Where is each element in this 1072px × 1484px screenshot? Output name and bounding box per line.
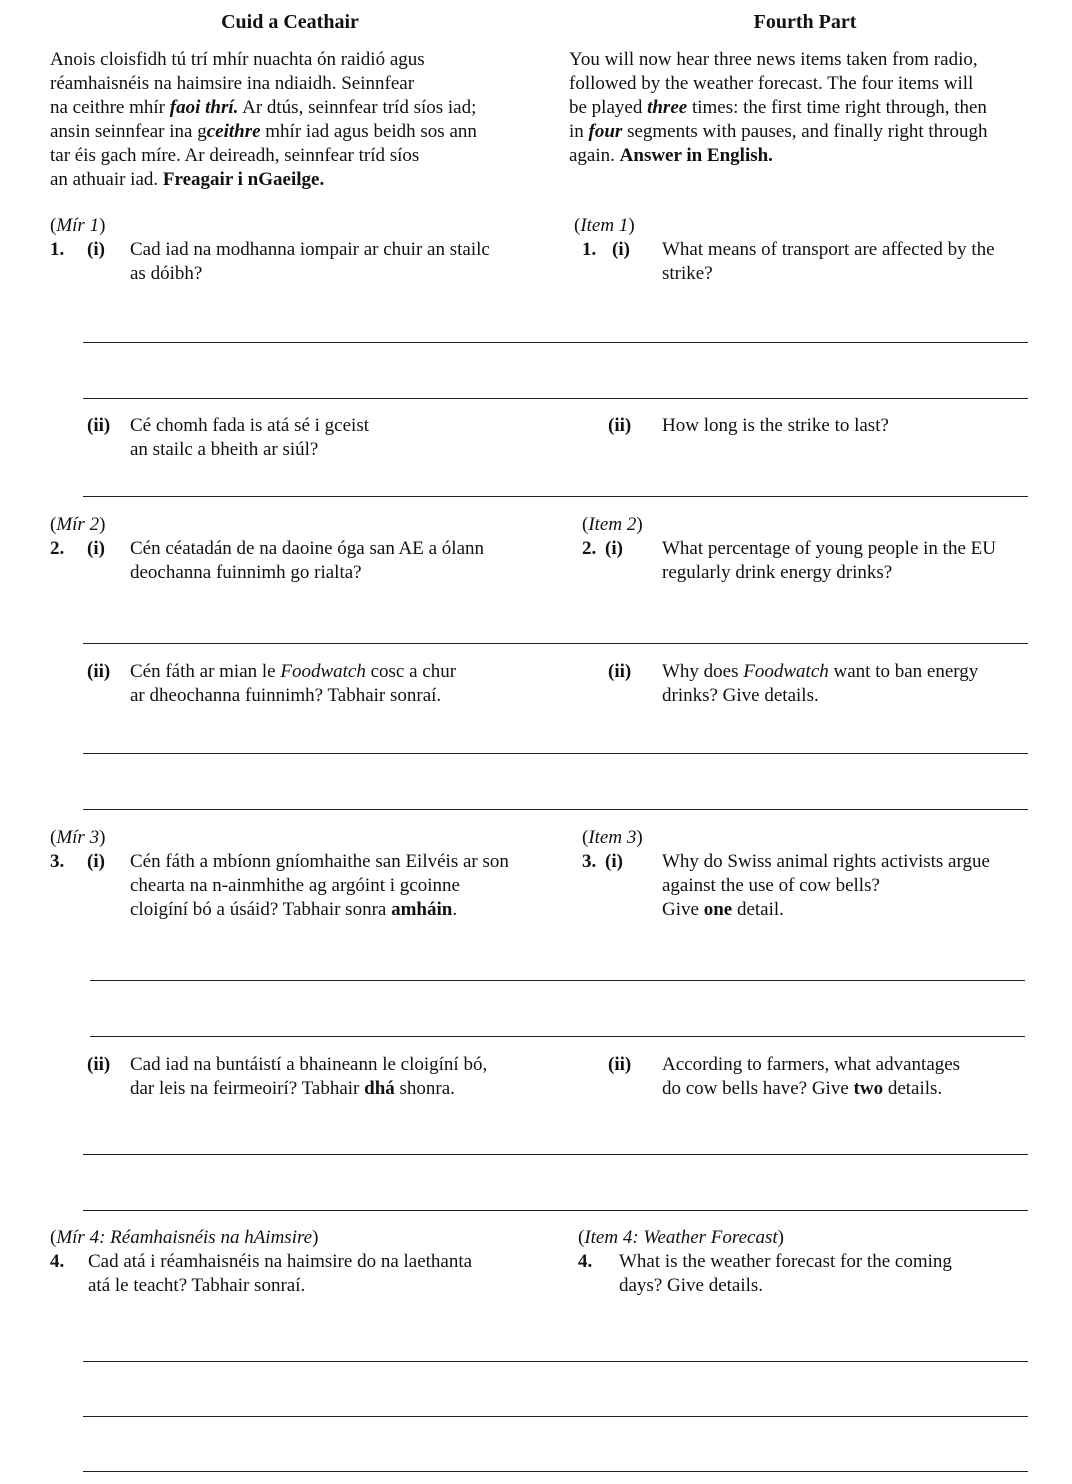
item2-label-english: (Item 2): [582, 514, 643, 535]
item2-q-ii-irish: [130, 660, 550, 708]
intro-irish-line: tar éis gach míre. Ar deireadh, seinnfear tríd síos: [50, 145, 420, 166]
question-line: Cad atá i réamhaisnéis na haimsire do na laethanta: [88, 1251, 473, 1272]
question-text: detail.: [732, 899, 784, 920]
question-line: drinks? Give details.: [662, 685, 819, 706]
question-number: 2.: [582, 538, 597, 559]
subquestion-ii: (ii): [608, 415, 632, 436]
item4-q-english: [619, 1250, 1039, 1298]
question-number: 4.: [578, 1251, 593, 1272]
subquestion-ii: (ii): [87, 661, 111, 682]
subquestion-i: (i): [87, 851, 105, 872]
question-text: do cow bells have? Give: [662, 1078, 854, 1099]
item-label: Mír 2: [56, 514, 100, 535]
question-number: 4.: [50, 1251, 65, 1272]
question-line: atá le teacht? Tabhair sonraí.: [88, 1275, 306, 1296]
question-text: .: [452, 899, 458, 920]
item3-label-english: (Item 3): [582, 827, 643, 848]
question-text: details.: [883, 1078, 943, 1099]
item1-label-english: (Item 1): [574, 215, 635, 236]
question-line: Cad iad na buntáistí a bhaineann le cloigíní bó,: [130, 1054, 488, 1075]
intro-irish-line: Anois cloisfidh tú trí mhír nuachta ón raidió agus: [50, 49, 425, 70]
answer-line[interactable]: [83, 1154, 1028, 1155]
question-line: as dóibh?: [130, 263, 203, 284]
question-line: days? Give details.: [619, 1275, 764, 1296]
item2-q-ii-english: [662, 660, 1052, 708]
item3-label-irish: (Mír 3): [50, 827, 106, 848]
intro-english-line: in: [569, 121, 589, 142]
emphasis: one: [703, 899, 733, 920]
subquestion-i: (i): [605, 538, 623, 559]
intro-irish-emph: ceithre: [206, 121, 261, 142]
item4-label-english: (Item 4: Weather Forecast): [578, 1227, 784, 1248]
question-line: What percentage of young people in the EU: [662, 538, 996, 559]
question-line: Cén fáth a mbíonn gníomhaithe san Eilvéis ar son: [130, 851, 509, 872]
item-label: Item 2: [588, 514, 637, 535]
item2-q-i-english: [662, 537, 1052, 585]
intro-irish-emph: faoi thrí.: [169, 97, 239, 118]
item1-label-irish: (Mír 1): [50, 215, 106, 236]
intro-irish-line: na ceithre mhír: [50, 97, 170, 118]
question-line: deochanna fuinnimh go rialta?: [130, 562, 362, 583]
answer-line[interactable]: [83, 398, 1028, 399]
question-line: against the use of cow bells?: [662, 875, 880, 896]
question-line: What is the weather forecast for the coming: [619, 1251, 952, 1272]
intro-english: [569, 48, 1049, 168]
item-label: Mír 3: [56, 827, 100, 848]
answer-line[interactable]: [90, 980, 1025, 981]
question-text: shonra.: [394, 1078, 455, 1099]
intro-english-line: again.: [569, 145, 620, 166]
item3-q-ii-english: [662, 1053, 1052, 1101]
item1-q-i-irish: [130, 238, 550, 286]
answer-line[interactable]: [83, 1416, 1028, 1417]
intro-english-instruction: Answer in English.: [619, 145, 773, 166]
intro-english-emph: four: [588, 121, 623, 142]
subquestion-ii: (ii): [608, 661, 632, 682]
answer-line[interactable]: [83, 643, 1028, 644]
intro-irish-instruction: Freagair i nGaeilge.: [162, 169, 325, 190]
answer-line[interactable]: [90, 1036, 1025, 1037]
question-number: 3.: [50, 851, 65, 872]
subquestion-i: (i): [605, 851, 623, 872]
subquestion-i: (i): [87, 538, 105, 559]
answer-line[interactable]: [83, 1361, 1028, 1362]
question-number: 1.: [582, 239, 597, 260]
item1-q-ii-english: [662, 414, 1052, 438]
item-label: Mír 4: Réamhaisnéis na hAimsire: [56, 1227, 313, 1248]
item3-q-i-english: [662, 850, 1052, 922]
question-text: cloigíní bó a úsáid? Tabhair sonra: [130, 899, 392, 920]
question-line: What means of transport are affected by the: [662, 239, 995, 260]
question-number: 2.: [50, 538, 65, 559]
subquestion-i: (i): [87, 239, 105, 260]
item2-q-i-irish: [130, 537, 550, 585]
answer-line[interactable]: [83, 496, 1028, 497]
subquestion-i: (i): [612, 239, 630, 260]
answer-line[interactable]: [83, 1210, 1028, 1211]
header-irish: Cuid a Ceathair: [221, 11, 359, 33]
question-line: According to farmers, what advantages: [662, 1054, 961, 1075]
organisation-name: Foodwatch: [280, 661, 366, 682]
question-text: cosc a chur: [365, 661, 457, 682]
answer-line[interactable]: [83, 342, 1028, 343]
question-text: Cén fáth ar mian le: [130, 661, 281, 682]
item3-q-ii-irish: [130, 1053, 560, 1101]
question-line: How long is the strike to last?: [662, 415, 889, 436]
intro-irish-line: Ar dtús, seinnfear tríd síos iad;: [238, 97, 477, 118]
intro-english-line: times: the first time right through, then: [687, 97, 987, 118]
intro-irish-line: an athuair iad.: [50, 169, 163, 190]
subquestion-ii: (ii): [87, 415, 111, 436]
intro-irish-line: ansin seinnfear ina g: [50, 121, 207, 142]
item1-q-ii-irish: [130, 414, 550, 462]
question-text: dar leis na feirmeoirí? Tabhair: [130, 1078, 365, 1099]
intro-english-emph: three: [647, 97, 688, 118]
item4-q-irish: [88, 1250, 558, 1298]
question-number: 3.: [582, 851, 597, 872]
emphasis: amháin: [391, 899, 453, 920]
intro-english-line: followed by the weather forecast. The four items will: [569, 73, 974, 94]
question-text: want to ban energy: [828, 661, 979, 682]
intro-irish-line: mhír iad agus beidh sos ann: [260, 121, 477, 142]
item-label: Mír 1: [56, 215, 100, 236]
question-number: 1.: [50, 239, 65, 260]
item-label: Item 1: [580, 215, 629, 236]
question-line: chearta na n-ainmhithe ag argóint i gcoinne: [130, 875, 460, 896]
emphasis: dhá: [364, 1078, 395, 1099]
intro-irish: [50, 48, 560, 192]
intro-irish-line: réamhaisnéis na haimsire ina ndiaidh. Seinnfear: [50, 73, 415, 94]
item3-q-i-irish: [130, 850, 560, 922]
question-line: Cé chomh fada is atá sé i gceist: [130, 415, 370, 436]
answer-line[interactable]: [83, 809, 1028, 810]
question-text: Give: [662, 899, 704, 920]
organisation-name: Foodwatch: [743, 661, 829, 682]
item4-label-irish: (Mír 4: Réamhaisnéis na hAimsire): [50, 1227, 319, 1248]
intro-english-line: be played: [569, 97, 648, 118]
intro-english-line: You will now hear three news items taken from radio,: [569, 49, 978, 70]
question-line: Why do Swiss animal rights activists argue: [662, 851, 990, 872]
question-line: Cén céatadán de na daoine óga san AE a ólann: [130, 538, 484, 559]
subquestion-ii: (ii): [87, 1054, 111, 1075]
question-line: an stailc a bheith ar siúl?: [130, 439, 319, 460]
item1-q-i-english: [662, 238, 1052, 286]
answer-line[interactable]: [83, 1471, 1028, 1472]
subquestion-ii: (ii): [608, 1054, 632, 1075]
question-line: ar dheochanna fuinnimh? Tabhair sonraí.: [130, 685, 442, 706]
question-text: Why does: [662, 661, 744, 682]
question-line: regularly drink energy drinks?: [662, 562, 893, 583]
question-line: strike?: [662, 263, 713, 284]
emphasis: two: [853, 1078, 884, 1099]
item-label: Item 3: [588, 827, 637, 848]
item-label: Item 4: Weather Forecast: [584, 1227, 778, 1248]
intro-english-line: segments with pauses, and finally right through: [622, 121, 988, 142]
item2-label-irish: (Mír 2): [50, 514, 106, 535]
question-line: Cad iad na modhanna iompair ar chuir an stailc: [130, 239, 490, 260]
answer-line[interactable]: [83, 753, 1028, 754]
header-english: Fourth Part: [753, 11, 857, 33]
